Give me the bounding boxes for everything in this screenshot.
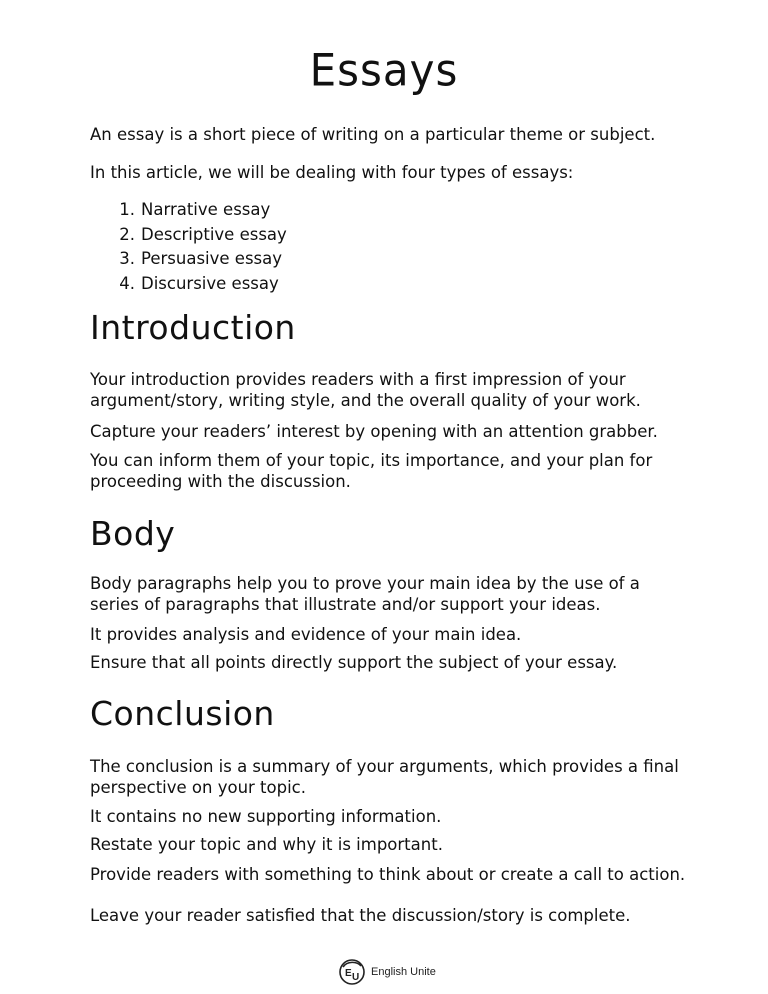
list-item-number: 3. bbox=[119, 249, 135, 268]
essay-types-list bbox=[90, 198, 287, 296]
svg-text:U: U bbox=[352, 972, 360, 983]
heading-conclusion: Conclusion bbox=[90, 694, 275, 733]
conclusion-paragraph: It contains no new supporting information. bbox=[90, 807, 442, 826]
intro-types-lead: In this article, we will be dealing with four types of essays: bbox=[90, 163, 574, 182]
list-item-number: 2. bbox=[119, 224, 135, 244]
list-item bbox=[90, 198, 287, 223]
list-item-label: Discursive essay bbox=[141, 273, 279, 293]
introduction-paragraph: You can inform them of your topic, its importance, and your plan for proceeding with the discussion. bbox=[90, 451, 653, 491]
body-paragraph: Ensure that all points directly support the subject of your essay. bbox=[90, 653, 618, 672]
introduction-paragraph: Your introduction provides readers with a first impression of your argument/story, writing style, and the overall quality of your work. bbox=[90, 370, 641, 410]
footer bbox=[337, 957, 436, 987]
list-item bbox=[90, 223, 287, 248]
footer-brand: English Unite bbox=[371, 966, 436, 978]
list-item bbox=[90, 272, 287, 297]
intro-definition: An essay is a short piece of writing on a particular theme or subject. bbox=[90, 125, 656, 144]
conclusion-paragraph: Provide readers with something to think about or create a call to action. bbox=[90, 865, 686, 884]
svg-text:E: E bbox=[345, 968, 352, 979]
heading-body: Body bbox=[90, 514, 176, 553]
list-item bbox=[90, 247, 287, 272]
page-title: Essays bbox=[309, 44, 459, 97]
introduction-paragraph: Capture your readers’ interest by opening with an attention grabber. bbox=[90, 422, 658, 441]
list-item-number: 1. bbox=[119, 200, 135, 219]
conclusion-paragraph: Leave your reader satisfied that the discussion/story is complete. bbox=[90, 906, 631, 925]
list-item-label: Descriptive essay bbox=[141, 224, 287, 244]
body-paragraph: It provides analysis and evidence of your main idea. bbox=[90, 625, 522, 644]
heading-introduction: Introduction bbox=[90, 308, 296, 347]
list-item-number: 4. bbox=[119, 273, 135, 293]
list-item-label: Persuasive essay bbox=[141, 249, 283, 268]
conclusion-paragraph: Restate your topic and why it is important. bbox=[90, 835, 443, 854]
conclusion-paragraph: The conclusion is a summary of your arguments, which provides a final perspective on your topic. bbox=[90, 757, 679, 797]
body-paragraph: Body paragraphs help you to prove your main idea by the use of a series of paragraphs that illustrate and/or support your ideas. bbox=[90, 574, 640, 614]
list-item-label: Narrative essay bbox=[141, 200, 271, 219]
english-unite-logo-icon bbox=[337, 957, 367, 987]
